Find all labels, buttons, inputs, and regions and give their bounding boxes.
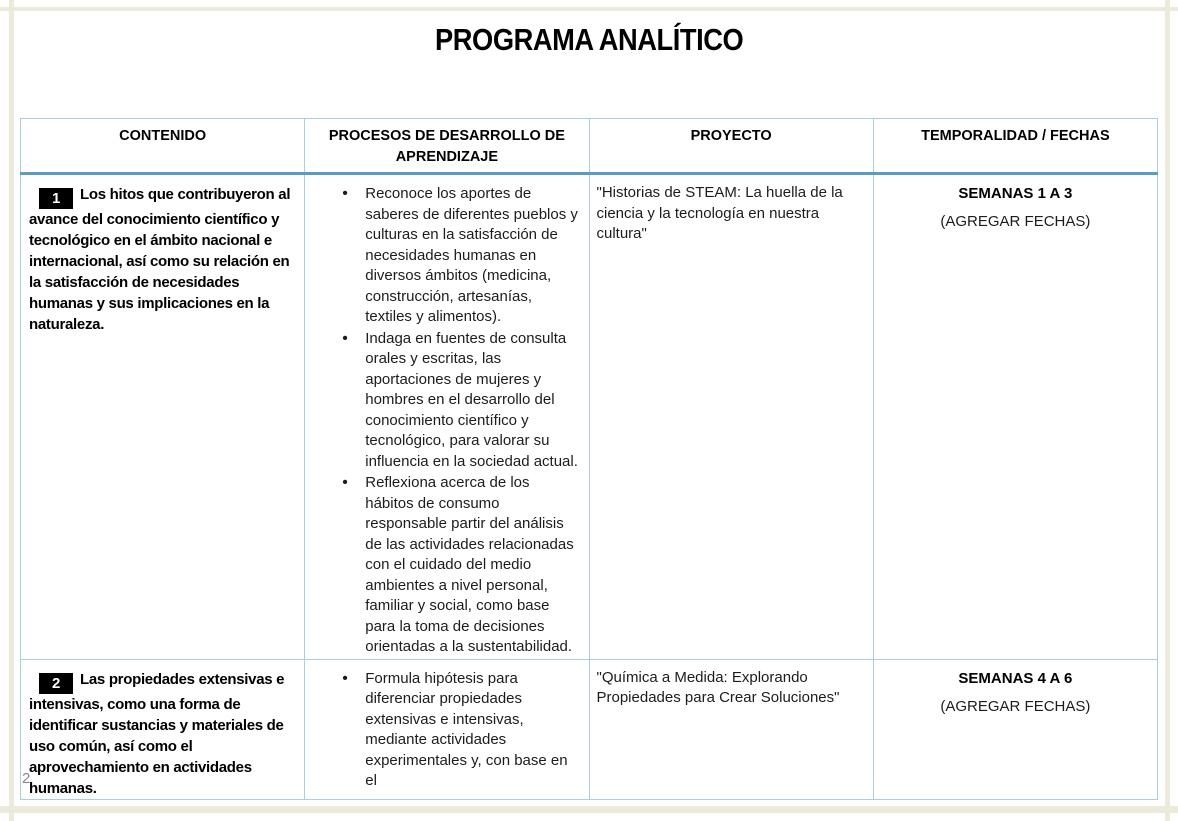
- content-number-badge: 2: [39, 673, 73, 694]
- header-contenido: CONTENIDO: [21, 119, 305, 174]
- page-title-text: PROGRAMA ANALÍTICO: [434, 22, 744, 57]
- proyecto-cell: "Química a Medida: Explorando Propiedades para Crear Soluciones": [589, 659, 873, 799]
- table-row: [21, 659, 1158, 799]
- page-frame-bottom: [0, 806, 1178, 813]
- table-row: [21, 174, 1158, 660]
- header-procesos: PROCESOS DE DESARROLLO DE APRENDIZAJE: [305, 119, 589, 174]
- page-number: 2: [22, 770, 31, 787]
- content-number-badge: 1: [39, 188, 73, 209]
- temporalidad-cell: [873, 174, 1157, 660]
- header-temporalidad: TEMPORALIDAD / FECHAS: [873, 119, 1157, 174]
- contenido-text: Los hitos que contribuyeron al avance del conocimiento científico y tecnológico en el ámbito nacional e internacional, así como su relación en la satisfacción de necesidades humanas y sus implicaciones en la naturaleza.: [29, 186, 291, 333]
- page-frame-right: [1165, 0, 1170, 821]
- fechas-placeholder: (AGREGAR FECHAS): [940, 697, 1091, 715]
- page-frame-top: [0, 7, 1178, 11]
- bullet-item: • Formula hipótesis para diferenciar propiedades extensivas e intensivas, mediante actividades experimentales y, con base en el: [365, 669, 580, 792]
- temporalidad-cell: [873, 659, 1157, 799]
- table-header-row: [21, 119, 1158, 174]
- procesos-bullet-list: [305, 184, 586, 658]
- contenido-cell: [21, 174, 305, 660]
- fechas-placeholder: (AGREGAR FECHAS): [940, 213, 1091, 230]
- contenido-text: Las propiedades extensivas e intensivas, como una forma de identificar sustancias y materiales de uso común, así como el aprovechamiento en actividades humanas.: [29, 670, 285, 797]
- header-proyecto: PROYECTO: [589, 119, 873, 174]
- page-title: [0, 22, 1178, 58]
- semanas-label: SEMANAS 1 A 3: [958, 185, 1073, 202]
- proyecto-cell: "Historias de STEAM: La huella de la ciencia y la tecnología en nuestra cultura": [589, 174, 873, 660]
- bullet-item: • Indaga en fuentes de consulta orales y escritas, las aportaciones de mujeres y hombres en el desarrollo del conocimiento científico y tecnológico, para valorar su influencia en la sociedad actual.: [365, 329, 580, 473]
- procesos-bullet-list: [305, 669, 586, 792]
- procesos-cell: [305, 174, 589, 660]
- programa-analitico-table: [20, 118, 1158, 800]
- semanas-label: SEMANAS 4 A 6: [958, 669, 1073, 687]
- bullet-item: • Reflexiona acerca de los hábitos de consumo responsable partir del análisis de las actividades relacionadas con el cuidado del medio ambientes a nivel personal, familiar y social, como base para la toma de decisiones orientadas a la sustentabilidad.: [365, 473, 580, 658]
- contenido-cell: [21, 659, 305, 799]
- bullet-item: • Reconoce los aportes de saberes de diferentes pueblos y culturas en la satisfacción de necesidades humanas en diversos ámbitos (medicina, construcción, artesanías, textiles y alimentos).: [365, 184, 580, 328]
- page-frame-left: [9, 0, 14, 821]
- procesos-cell: [305, 659, 589, 799]
